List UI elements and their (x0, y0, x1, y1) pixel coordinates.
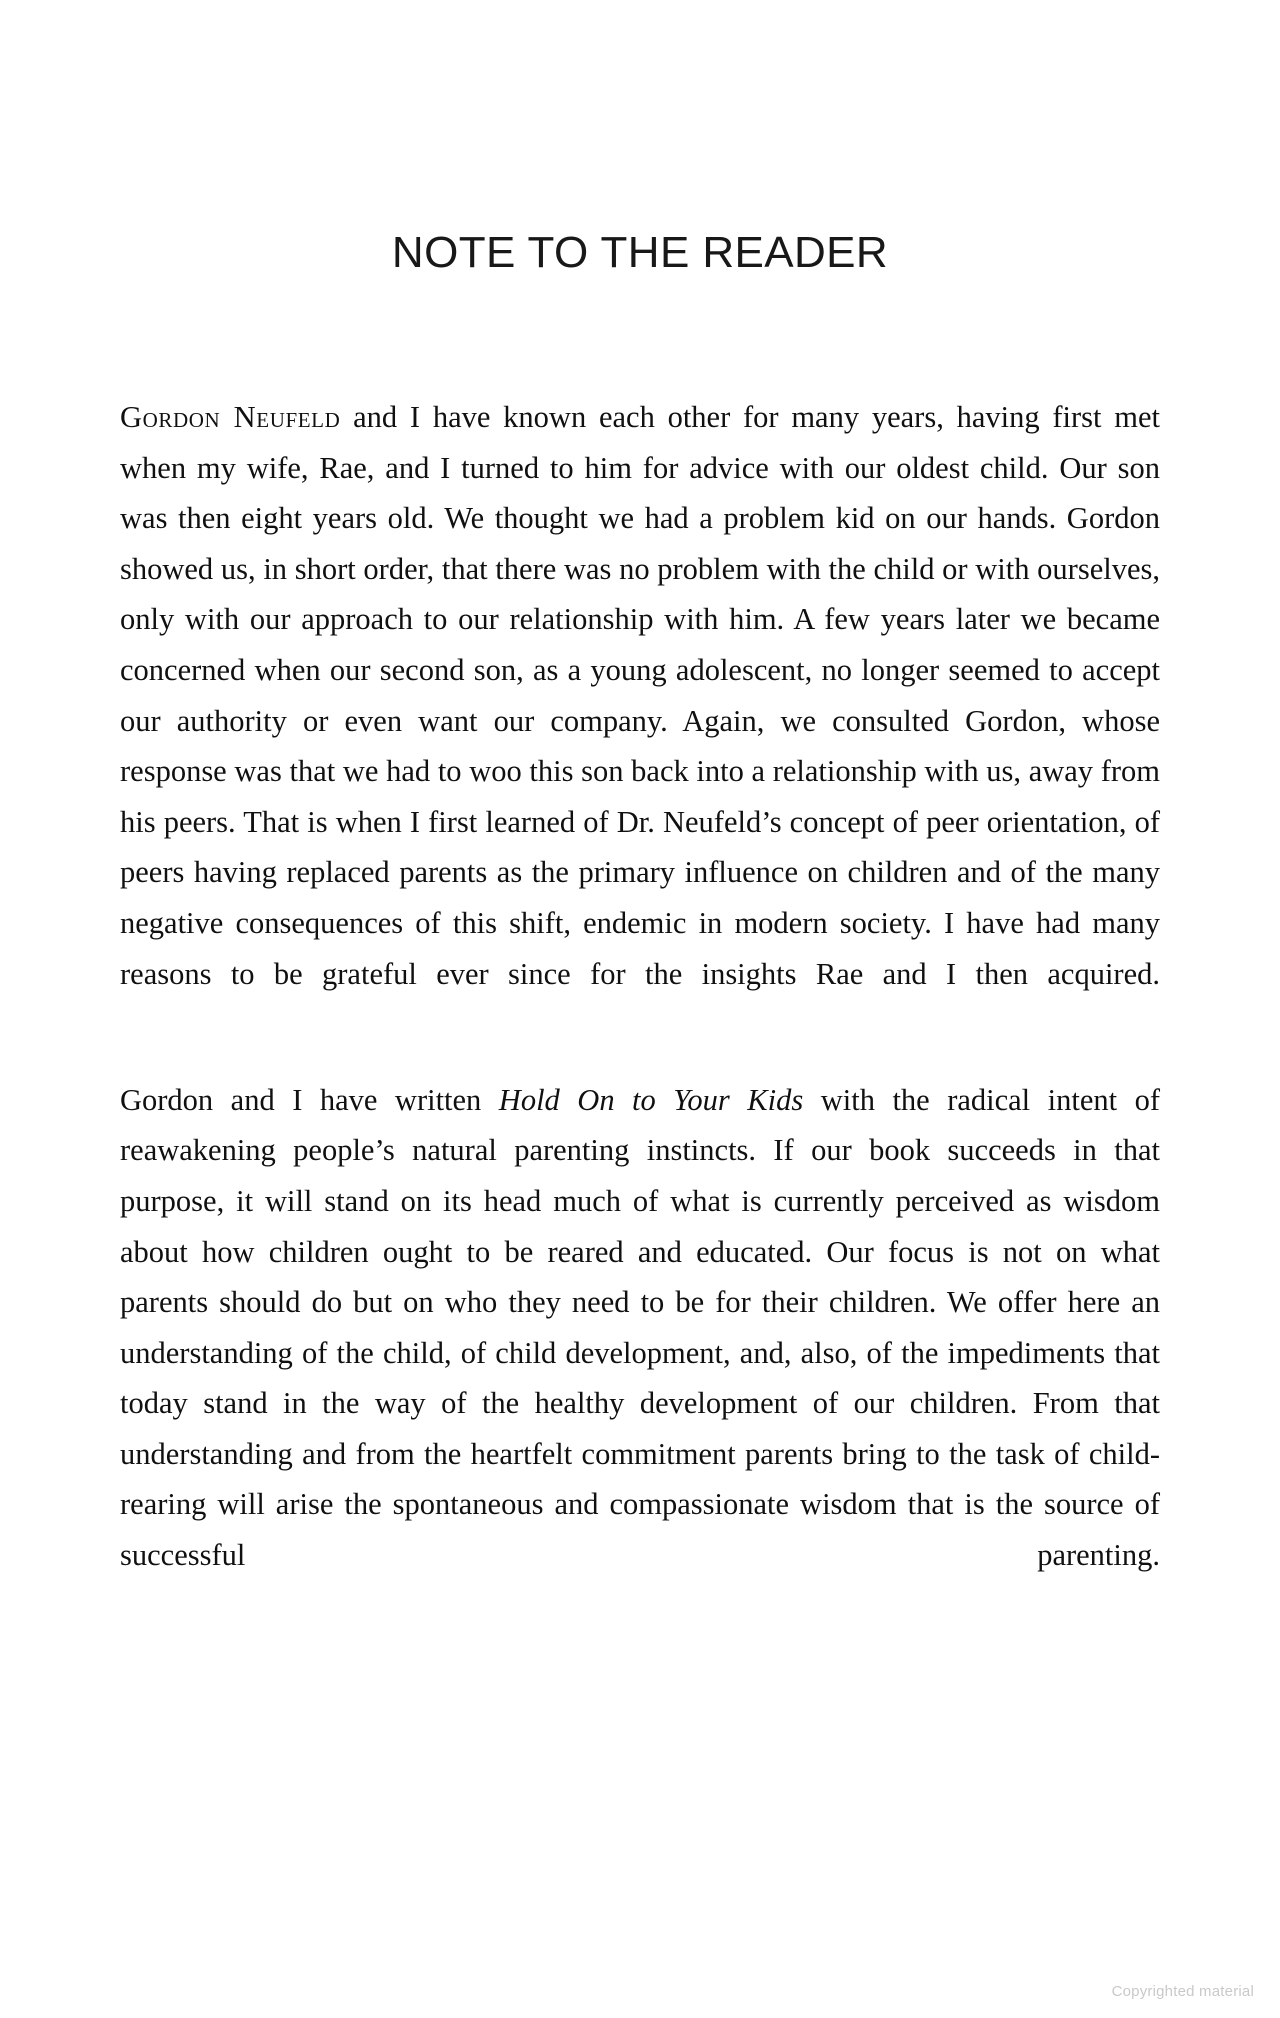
copyright-watermark: Copyrighted material (1111, 1983, 1254, 2000)
paragraph-1-text: and I have known each other for many years, having first met when my wife, Rae, and I turned to him for advice with our oldest child. Our son was then eight years old. We thought we had a problem kid on our hands. Gordon showed us, in short order, that there was no problem with the child or with ourselves, only with our approach to our relationship with him. A few years later we became concerned when our second son, as a young adolescent, no longer seemed to accept our authority or even want our company. Again, we consulted Gordon, whose response was that we had to woo this son back into a relationship with us, away from his peers. That is when I first learned of Dr. Neufeld’s concept of peer orientation, of peers having replaced parents as the primary influence on children and of the many negative consequences of this shift, endemic in modern society. I have had many reasons to be grateful ever since for the insights Rae and I then acquired. (120, 400, 1160, 991)
paragraph-2 (120, 1075, 1160, 1632)
lead-small-caps-name: Gordon Neufeld (120, 400, 341, 434)
page-title: NOTE TO THE READER (391, 228, 889, 278)
body-text-column (120, 392, 1160, 1631)
paragraph-2-text-before-title: Gordon and I have written (120, 1082, 499, 1117)
paragraph-1 (120, 392, 1160, 1050)
book-title-italic: Hold On to Your Kids (498, 1082, 804, 1117)
paragraph-2-text-after-title: with the radical intent of reawakening people’s natural parenting instincts. If our book succeeds in that purpose, it will stand on its head much of what is currently perceived as wisdom about how children ought to be reared and educated. Our focus is not on what parents should do but on who they need to be for their children. We offer here an understanding of the child, of child development, and, also, of the impediments that today stand in the way of the healthy development of our children. From that understanding and from the heartfelt commitment parents bring to the task of child-rearing will arise the spontaneous and compassionate wisdom that is the source of successful parenting. (120, 1082, 1161, 1573)
